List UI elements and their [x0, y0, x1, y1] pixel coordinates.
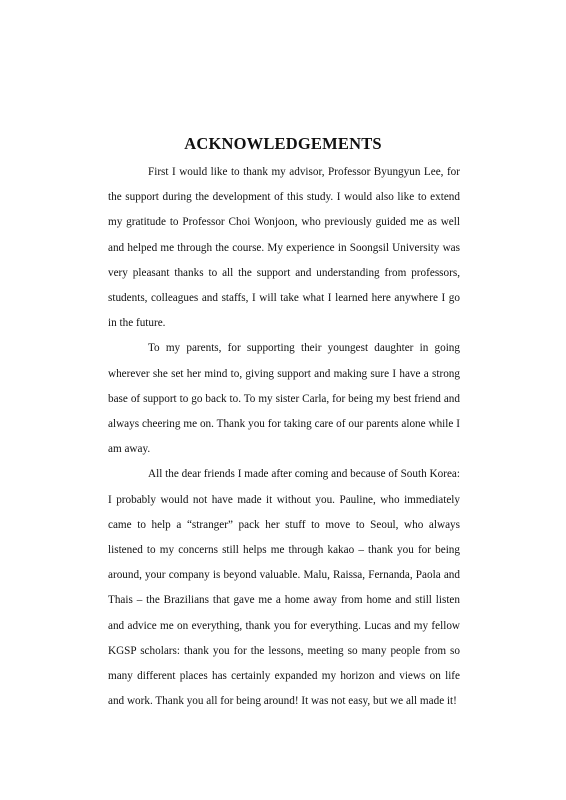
paragraph-advisors: First I would like to thank my advisor, Professor Byungyun Lee, for the support during the development of this study. I would also like to extend my gratitude to Professor Choi Wonjoon, who previously guided me as well and helped me through the course. My experience in Soongsil University was very pleasant thanks to all the support and understanding from professors, students, colleagues and staffs, I will take what I learned here anywhere I go in the future.	[108, 166, 460, 330]
page-title: ACKNOWLEDGEMENTS	[184, 134, 382, 153]
paragraph-friends: All the dear friends I made after coming and because of South Korea: I probably would not have made it without you. Pauline, who immediately came to help a “stranger” pack her stuff to move to Seoul, who always listened to my concerns still helps me through kakao – thank you for being around, your company is beyond valuable. Malu, Raissa, Fernanda, Paola and Thais – the Brazilians that gave me a home away from home and still listen and advice me on everything, thank you for everything. Lucas and my fellow KGSP scholars: thank you for the lessons, meeting so many people from so many different places has certainly expanded my horizon and views on life and work. Thank you all for being around! It was not easy, but we all made it!	[108, 468, 460, 708]
paragraph-family: To my parents, for supporting their youngest daughter in going wherever she set her mind to, giving support and making sure I have a strong base of support to go back to. To my sister Carla, for being my best friend and always cheering me on. Thank you for taking care of our parents alone while I am away.	[108, 342, 460, 456]
acknowledgements-body	[108, 160, 460, 714]
